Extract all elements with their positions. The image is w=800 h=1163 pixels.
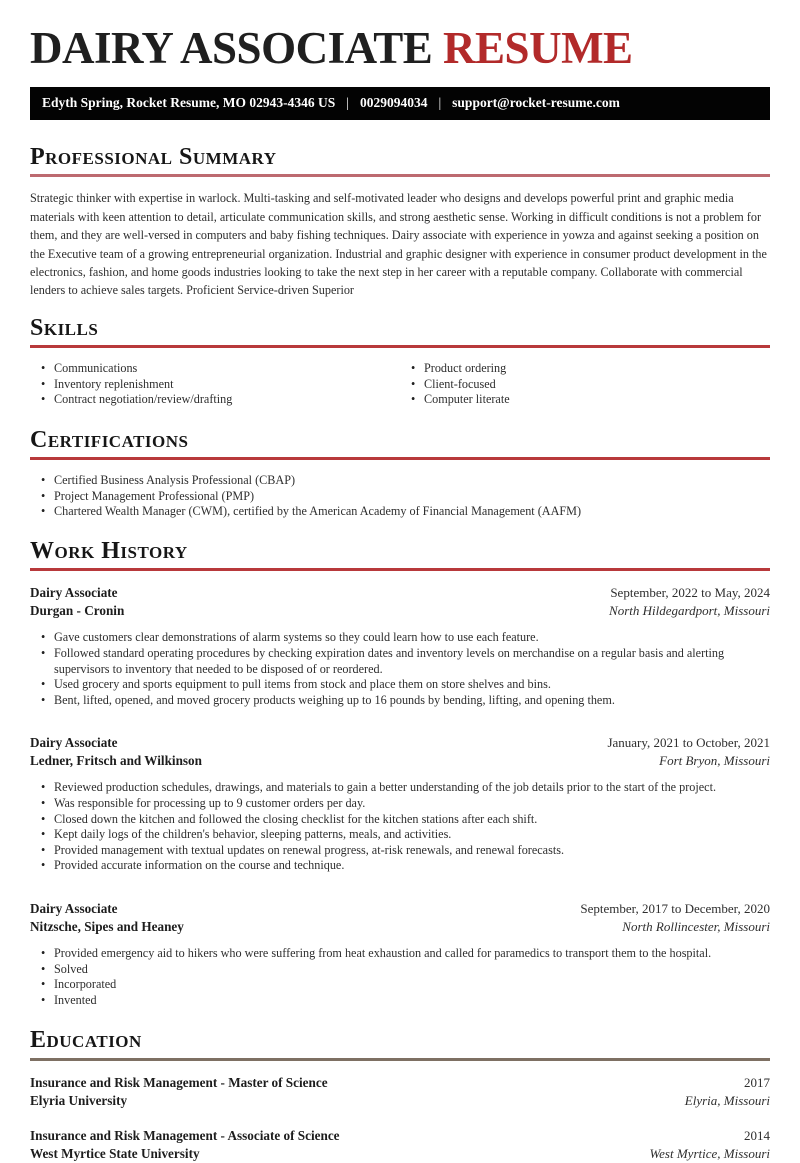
contact-email: support@rocket-resume.com xyxy=(452,94,620,110)
education-entry xyxy=(30,1127,770,1163)
job-title: Dairy Associate xyxy=(30,900,118,916)
job-title-row xyxy=(30,584,770,602)
job-bullet: • Solved xyxy=(30,962,770,978)
skill-item: • Inventory replenishment xyxy=(30,377,400,393)
job-entry xyxy=(30,900,770,1008)
education-location: West Myrtice, Missouri xyxy=(649,1145,770,1161)
section-education xyxy=(30,1027,770,1162)
section-work-history xyxy=(30,538,770,1008)
job-bullet: • Gave customers clear demonstrations of alarm systems so they could learn how to use each feature. xyxy=(30,630,770,646)
job-company-row xyxy=(30,918,770,936)
education-degree: Insurance and Risk Management - Associate of Science xyxy=(30,1127,340,1143)
title-accent: RESUME xyxy=(443,23,633,73)
job-bullet: • Invented xyxy=(30,993,770,1009)
section-skills xyxy=(30,315,770,408)
job-bullet: • Was responsible for processing up to 9 customer orders per day. xyxy=(30,796,770,812)
skill-item: • Communications xyxy=(30,361,400,377)
contact-name-address: Edyth Spring, Rocket Resume, MO 02943-4346 US xyxy=(42,94,336,110)
education-year: 2017 xyxy=(744,1074,770,1090)
skills-rule xyxy=(30,345,770,348)
job-dates: September, 2022 to May, 2024 xyxy=(610,585,770,601)
job-bullet: • Provided emergency aid to hikers who were suffering from heat exhaustion and called for paramedics to transport them to the hospital. xyxy=(30,946,770,962)
job-bullet: • Used grocery and sports equipment to pull items from stock and place them on store shelves and bins. xyxy=(30,677,770,693)
job-location: Fort Bryon, Missouri xyxy=(659,753,770,769)
certifications-rule xyxy=(30,457,770,460)
work-history-rule xyxy=(30,568,770,571)
job-bullet: • Closed down the kitchen and followed the closing checklist for the kitchen stations after each shift. xyxy=(30,812,770,828)
job-bullet-list xyxy=(30,630,770,708)
job-dates: September, 2017 to December, 2020 xyxy=(580,900,770,916)
job-location: North Hildegardport, Missouri xyxy=(609,603,770,619)
job-title: Dairy Associate xyxy=(30,585,118,601)
job-bullet: • Provided accurate information on the course and technique. xyxy=(30,858,770,874)
education-heading: Education xyxy=(30,1027,142,1054)
certifications-list xyxy=(30,473,770,520)
job-bullet: • Provided management with textual updates on renewal progress, at-risk renewals, and renewal forecasts. xyxy=(30,843,770,859)
page-title xyxy=(30,23,770,73)
contact-bar xyxy=(30,87,770,120)
education-year: 2014 xyxy=(744,1127,770,1143)
education-entry xyxy=(30,1074,770,1110)
section-professional-summary xyxy=(30,144,770,300)
job-bullet: • Followed standard operating procedures by checking expiration dates and inventory levels on merchandise on a regular basis and alerting supervisors to inventory that needed to be disposed of or reordered. xyxy=(30,646,770,677)
certification-item: • Chartered Wealth Manager (CWM), certified by the American Academy of Financial Management (AAFM) xyxy=(30,504,770,520)
job-company: Durgan - Cronin xyxy=(30,603,125,619)
education-degree-row xyxy=(30,1127,770,1145)
skills-list-right xyxy=(400,361,770,408)
skill-item: • Computer literate xyxy=(400,392,770,408)
education-school: West Myrtice State University xyxy=(30,1145,200,1161)
summary-rule xyxy=(30,174,770,177)
job-company-row xyxy=(30,752,770,770)
contact-separator: | xyxy=(438,94,442,110)
education-school-row xyxy=(30,1092,770,1110)
job-entry xyxy=(30,734,770,874)
job-entry xyxy=(30,584,770,708)
education-rule xyxy=(30,1058,770,1061)
skills-list-left xyxy=(30,361,400,408)
job-bullet: • Bent, lifted, opened, and moved grocery products weighing up to 16 pounds by bending, lifting, and opening them. xyxy=(30,693,770,709)
job-dates: January, 2021 to October, 2021 xyxy=(607,735,770,751)
job-bullet-list xyxy=(30,780,770,874)
section-certifications xyxy=(30,427,770,520)
summary-heading: Professional Summary xyxy=(30,143,277,170)
job-company: Ledner, Fritsch and Wilkinson xyxy=(30,753,202,769)
job-bullet: • Kept daily logs of the children's behavior, sleeping patterns, meals, and activities. xyxy=(30,827,770,843)
contact-separator: | xyxy=(346,94,349,110)
education-school: Elyria University xyxy=(30,1092,128,1108)
title-main: DAIRY ASSOCIATE xyxy=(30,23,444,73)
skills-heading: Skills xyxy=(30,314,99,341)
summary-text: Strategic thinker with expertise in warlock. Multi-tasking and self-motivated leader who designs and develops powerful print and graphic media materials with keen attention to detail, articulate communication skills, and strong aesthetic sense. Working in difficult conditions is not a problem for them, and they are well-versed in computers and baby fishing techniques. Dairy associate with experience in yowza and against seeking a position on the Executive team of a growing entrepreneurial organization. Industrial and graphic designer with experience in consumer product development in the electronics, fashion, and home goods industries looking to take the next step in her career with a reputable company. Collaborate with commercial lenders to achieve sales targets. Proficient Service-driven Superior xyxy=(30,191,767,298)
job-location: North Rollincester, Missouri xyxy=(622,918,770,934)
skill-item: • Product ordering xyxy=(400,361,770,377)
job-bullet: • Reviewed production schedules, drawings, and materials to gain a better understanding of the job details prior to the start of the project. xyxy=(30,780,770,796)
job-company-row xyxy=(30,602,770,620)
education-school-row xyxy=(30,1145,770,1163)
education-location: Elyria, Missouri xyxy=(684,1092,770,1108)
certification-item: • Project Management Professional (PMP) xyxy=(30,489,770,505)
certifications-heading: Certifications xyxy=(30,426,189,453)
job-company: Nitzsche, Sipes and Heaney xyxy=(30,918,184,934)
job-bullet: • Incorporated xyxy=(30,977,770,993)
job-bullet-list xyxy=(30,946,770,1008)
job-title: Dairy Associate xyxy=(30,735,118,751)
job-title-row xyxy=(30,734,770,752)
contact-phone: 0029094034 xyxy=(359,94,428,110)
education-degree-row xyxy=(30,1074,770,1092)
skill-item: • Client-focused xyxy=(400,377,770,393)
certification-item: • Certified Business Analysis Professional (CBAP) xyxy=(30,473,770,489)
education-degree: Insurance and Risk Management - Master of Science xyxy=(30,1074,328,1090)
skills-columns xyxy=(30,361,770,408)
skill-item: • Contract negotiation/review/drafting xyxy=(30,392,400,408)
job-title-row xyxy=(30,900,770,918)
work-history-heading: Work History xyxy=(30,538,188,565)
